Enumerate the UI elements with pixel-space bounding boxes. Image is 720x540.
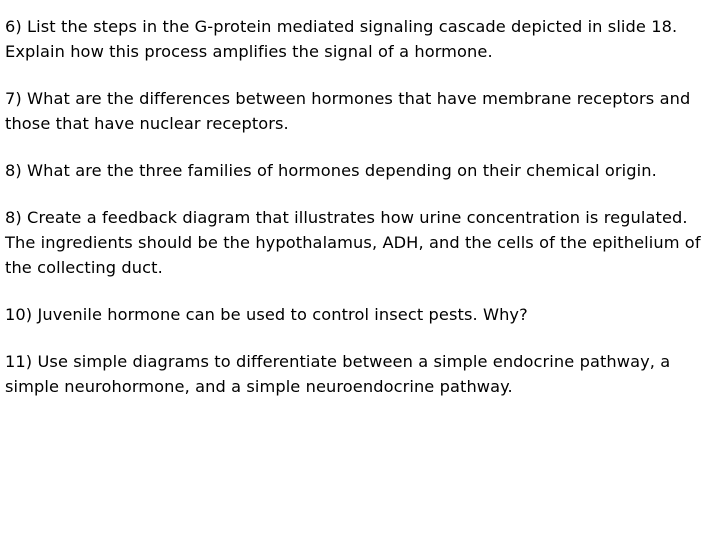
- question-7: 7) What are the differences between hormones that have membrane receptors and those that have nuclear receptors.: [5, 89, 691, 133]
- question-8-feedback-diagram: 8) Create a feedback diagram that illustrates how urine concentration is regulated. The ingredients should be the hypothalamus, ADH, and the cells of the epithelium of the collecting duct.: [5, 208, 701, 277]
- question-8-hormone-families: 8) What are the three families of hormones depending on their chemical origin.: [5, 161, 657, 180]
- question-10: 10) Juvenile hormone can be used to control insect pests. Why?: [5, 305, 528, 324]
- question-11: 11) Use simple diagrams to differentiate between a simple endocrine pathway, a simple neurohormone, and a simple neuroendocrine pathway.: [5, 352, 671, 396]
- question-6: 6) List the steps in the G-protein mediated signaling cascade depicted in slide 18. Explain how this process amplifies the signal of a hormone.: [5, 17, 678, 61]
